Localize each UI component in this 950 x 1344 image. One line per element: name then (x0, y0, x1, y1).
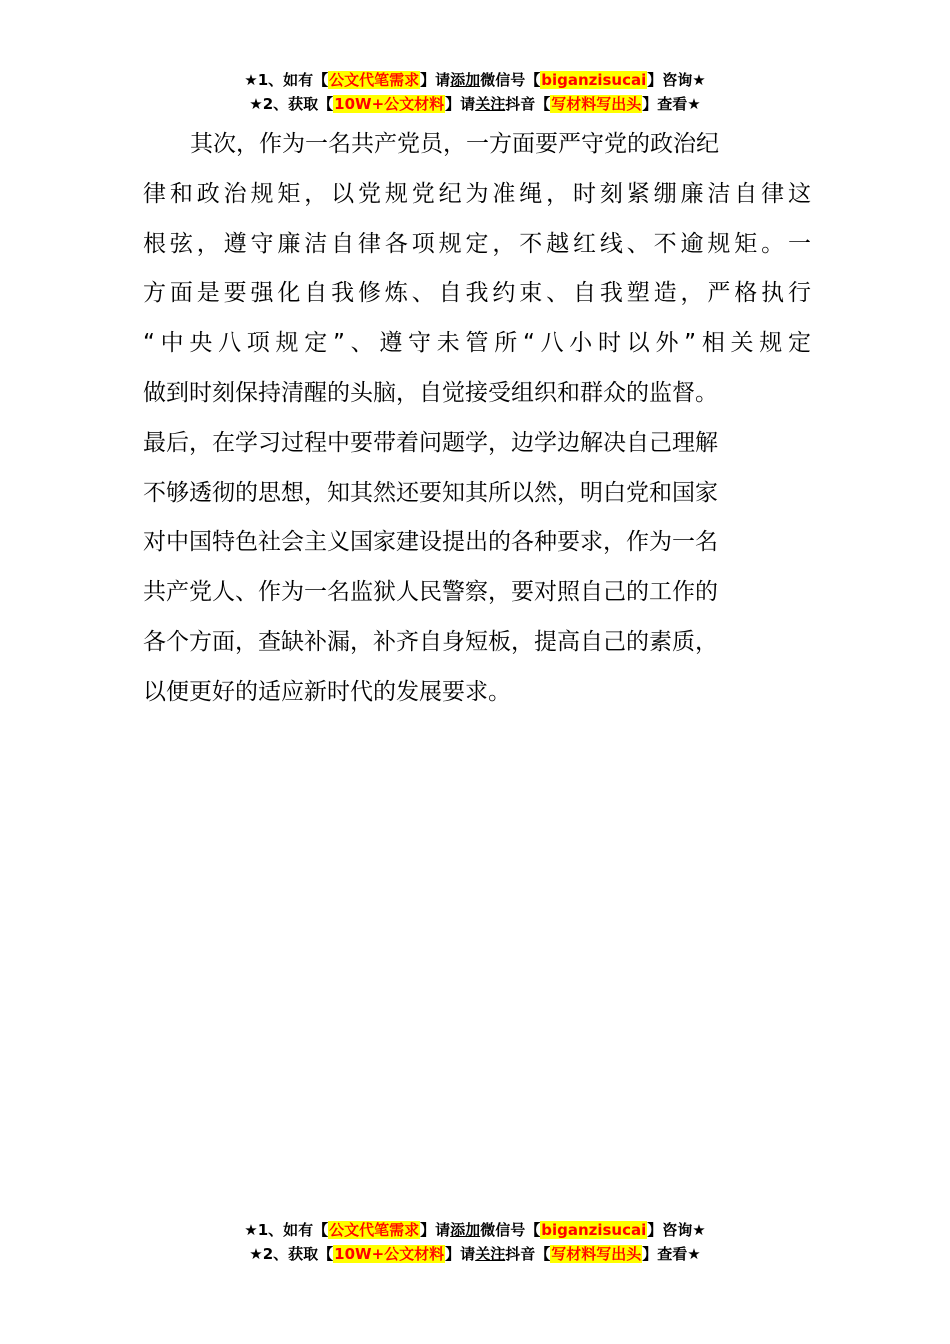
banner-text: 】查看 (642, 95, 688, 113)
paragraph-line: 做到时刻保持清醒的头脑，自觉接受组织和群众的监督。 (143, 379, 718, 406)
banner-text: 】咨询 (647, 71, 693, 89)
paragraph-line: 最后，在学习过程中要带着问题学，边学边解决自己理解 (143, 429, 718, 456)
paragraph-line: 不够透彻的思想，知其然还要知其所以然，明白党和国家 (143, 479, 718, 506)
banner-text: 2、获取【 (262, 95, 334, 113)
star-icon: ★ (692, 1221, 706, 1239)
highlight-wechat-id: biganzisucai (541, 1221, 647, 1239)
banner-text: 】请 (445, 1245, 476, 1263)
star-icon: ★ (687, 1245, 701, 1263)
banner-text: 微信号【 (480, 1221, 541, 1239)
star-icon: ★ (249, 95, 263, 113)
banner-text: 】请 (445, 95, 476, 113)
header-line-2 (0, 92, 950, 116)
footer-banner (0, 1218, 950, 1266)
star-icon: ★ (244, 71, 258, 89)
banner-text: 1、如有【 (257, 1221, 329, 1239)
header-line-1 (0, 68, 950, 92)
highlight-materials: 10W+公文材料 (334, 95, 445, 113)
paragraph-line: 其次，作为一名共产党员，一方面要严守党的政治纪 (190, 131, 719, 157)
banner-text: 抖音【 (505, 1245, 551, 1263)
banner-text: 1、如有【 (257, 71, 329, 89)
star-icon: ★ (692, 71, 706, 89)
paragraph-line: 各个方面，查缺补漏，补齐自身短板，提高自己的素质， (143, 628, 718, 655)
banner-text: 2、获取【 (262, 1245, 334, 1263)
paragraph-line: 律和政治规矩，以党规党纪为准绳，时刻紧绷廉洁自律这 (143, 180, 811, 207)
footer-line-1 (0, 1218, 950, 1242)
banner-text: 抖音【 (505, 95, 551, 113)
footer-line-2 (0, 1242, 950, 1266)
highlight-materials: 10W+公文材料 (334, 1245, 445, 1263)
highlight-service: 公文代笔需求 (329, 71, 420, 89)
paragraph-line: 共产党人、作为一名监狱人民警察，要对照自己的工作的 (143, 579, 718, 606)
paragraph-line: “中央八项规定”、遵守未管所“八小时以外”相关规定 (143, 330, 811, 357)
paragraph-line: 以便更好的适应新时代的发展要求。 (143, 678, 511, 705)
document-body (143, 120, 811, 718)
paragraph-line: 根弦，遵守廉洁自律各项规定，不越红线、不逾规矩。一 (143, 230, 811, 257)
banner-text: 微信号【 (480, 71, 541, 89)
banner-emphasis: 添加 (450, 1221, 481, 1239)
banner-emphasis: 添加 (450, 71, 481, 89)
highlight-douyin-account: 写材料写出头 (551, 95, 642, 113)
header-banner (0, 68, 950, 116)
banner-text: 】请 (420, 1221, 451, 1239)
banner-emphasis: 关注 (475, 1245, 506, 1263)
banner-text: 】查看 (642, 1245, 688, 1263)
banner-text: 】请 (420, 71, 451, 89)
highlight-douyin-account: 写材料写出头 (551, 1245, 642, 1263)
paragraph-line: 方面是要强化自我修炼、自我约束、自我塑造，严格执行 (143, 280, 811, 307)
highlight-wechat-id: biganzisucai (541, 71, 647, 89)
star-icon: ★ (687, 95, 701, 113)
banner-text: 】咨询 (647, 1221, 693, 1239)
paragraph-line: 对中国特色社会主义国家建设提出的各种要求，作为一名 (143, 529, 718, 556)
banner-emphasis: 关注 (475, 95, 506, 113)
star-icon: ★ (244, 1221, 258, 1239)
highlight-service: 公文代笔需求 (329, 1221, 420, 1239)
star-icon: ★ (249, 1245, 263, 1263)
